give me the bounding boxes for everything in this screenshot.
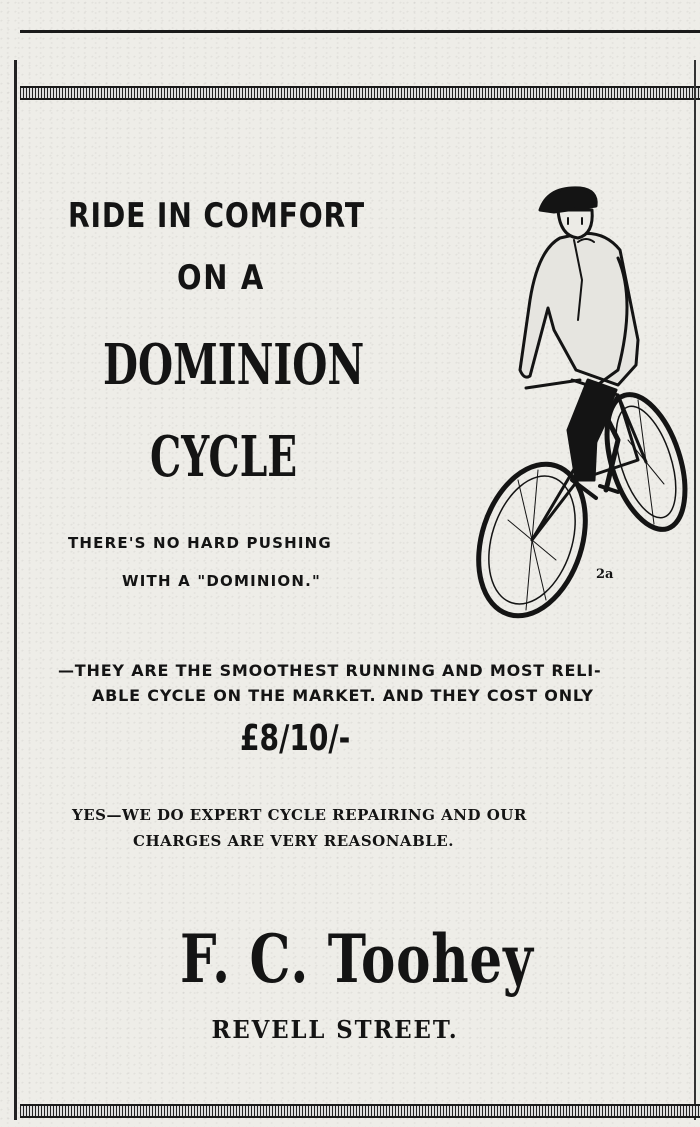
rider-cap (540, 188, 596, 212)
merchant-address: REVELL STREET. (211, 1015, 459, 1044)
top-border-band (20, 86, 700, 100)
price: £8/10/- (240, 718, 351, 759)
artist-signature: 2a (596, 567, 614, 582)
rider-head (558, 210, 592, 238)
bottom-border-band (20, 1104, 700, 1118)
brand-dominion: DOMINION (103, 332, 365, 398)
merchant-name: F. C. Toohey (180, 920, 534, 998)
repair-notice-line-2: CHARGES ARE VERY REASONABLE. (133, 832, 454, 850)
tagline-line-1: THERE'S NO HARD PUSHING (68, 534, 332, 552)
cyclist-illustration (468, 180, 698, 630)
tagline-line-2: WITH A "DOMINION." (122, 572, 322, 590)
brand-cycle: CYCLE (150, 424, 298, 490)
repair-notice-line-1: YES—WE DO EXPERT CYCLE REPAIRING AND OUR (72, 806, 527, 824)
market-claim-line-2: ABLE CYCLE ON THE MARKET. AND THEY COST ONLY (92, 686, 594, 705)
headline-ride-in-comfort: RIDE IN COMFORT (68, 196, 365, 236)
left-border-rule (14, 60, 17, 1120)
headline-on-a: ON A (177, 258, 265, 298)
top-rule (20, 30, 700, 33)
market-claim-line-1: —THEY ARE THE SMOOTHEST RUNNING AND MOST RELI- (58, 661, 602, 680)
